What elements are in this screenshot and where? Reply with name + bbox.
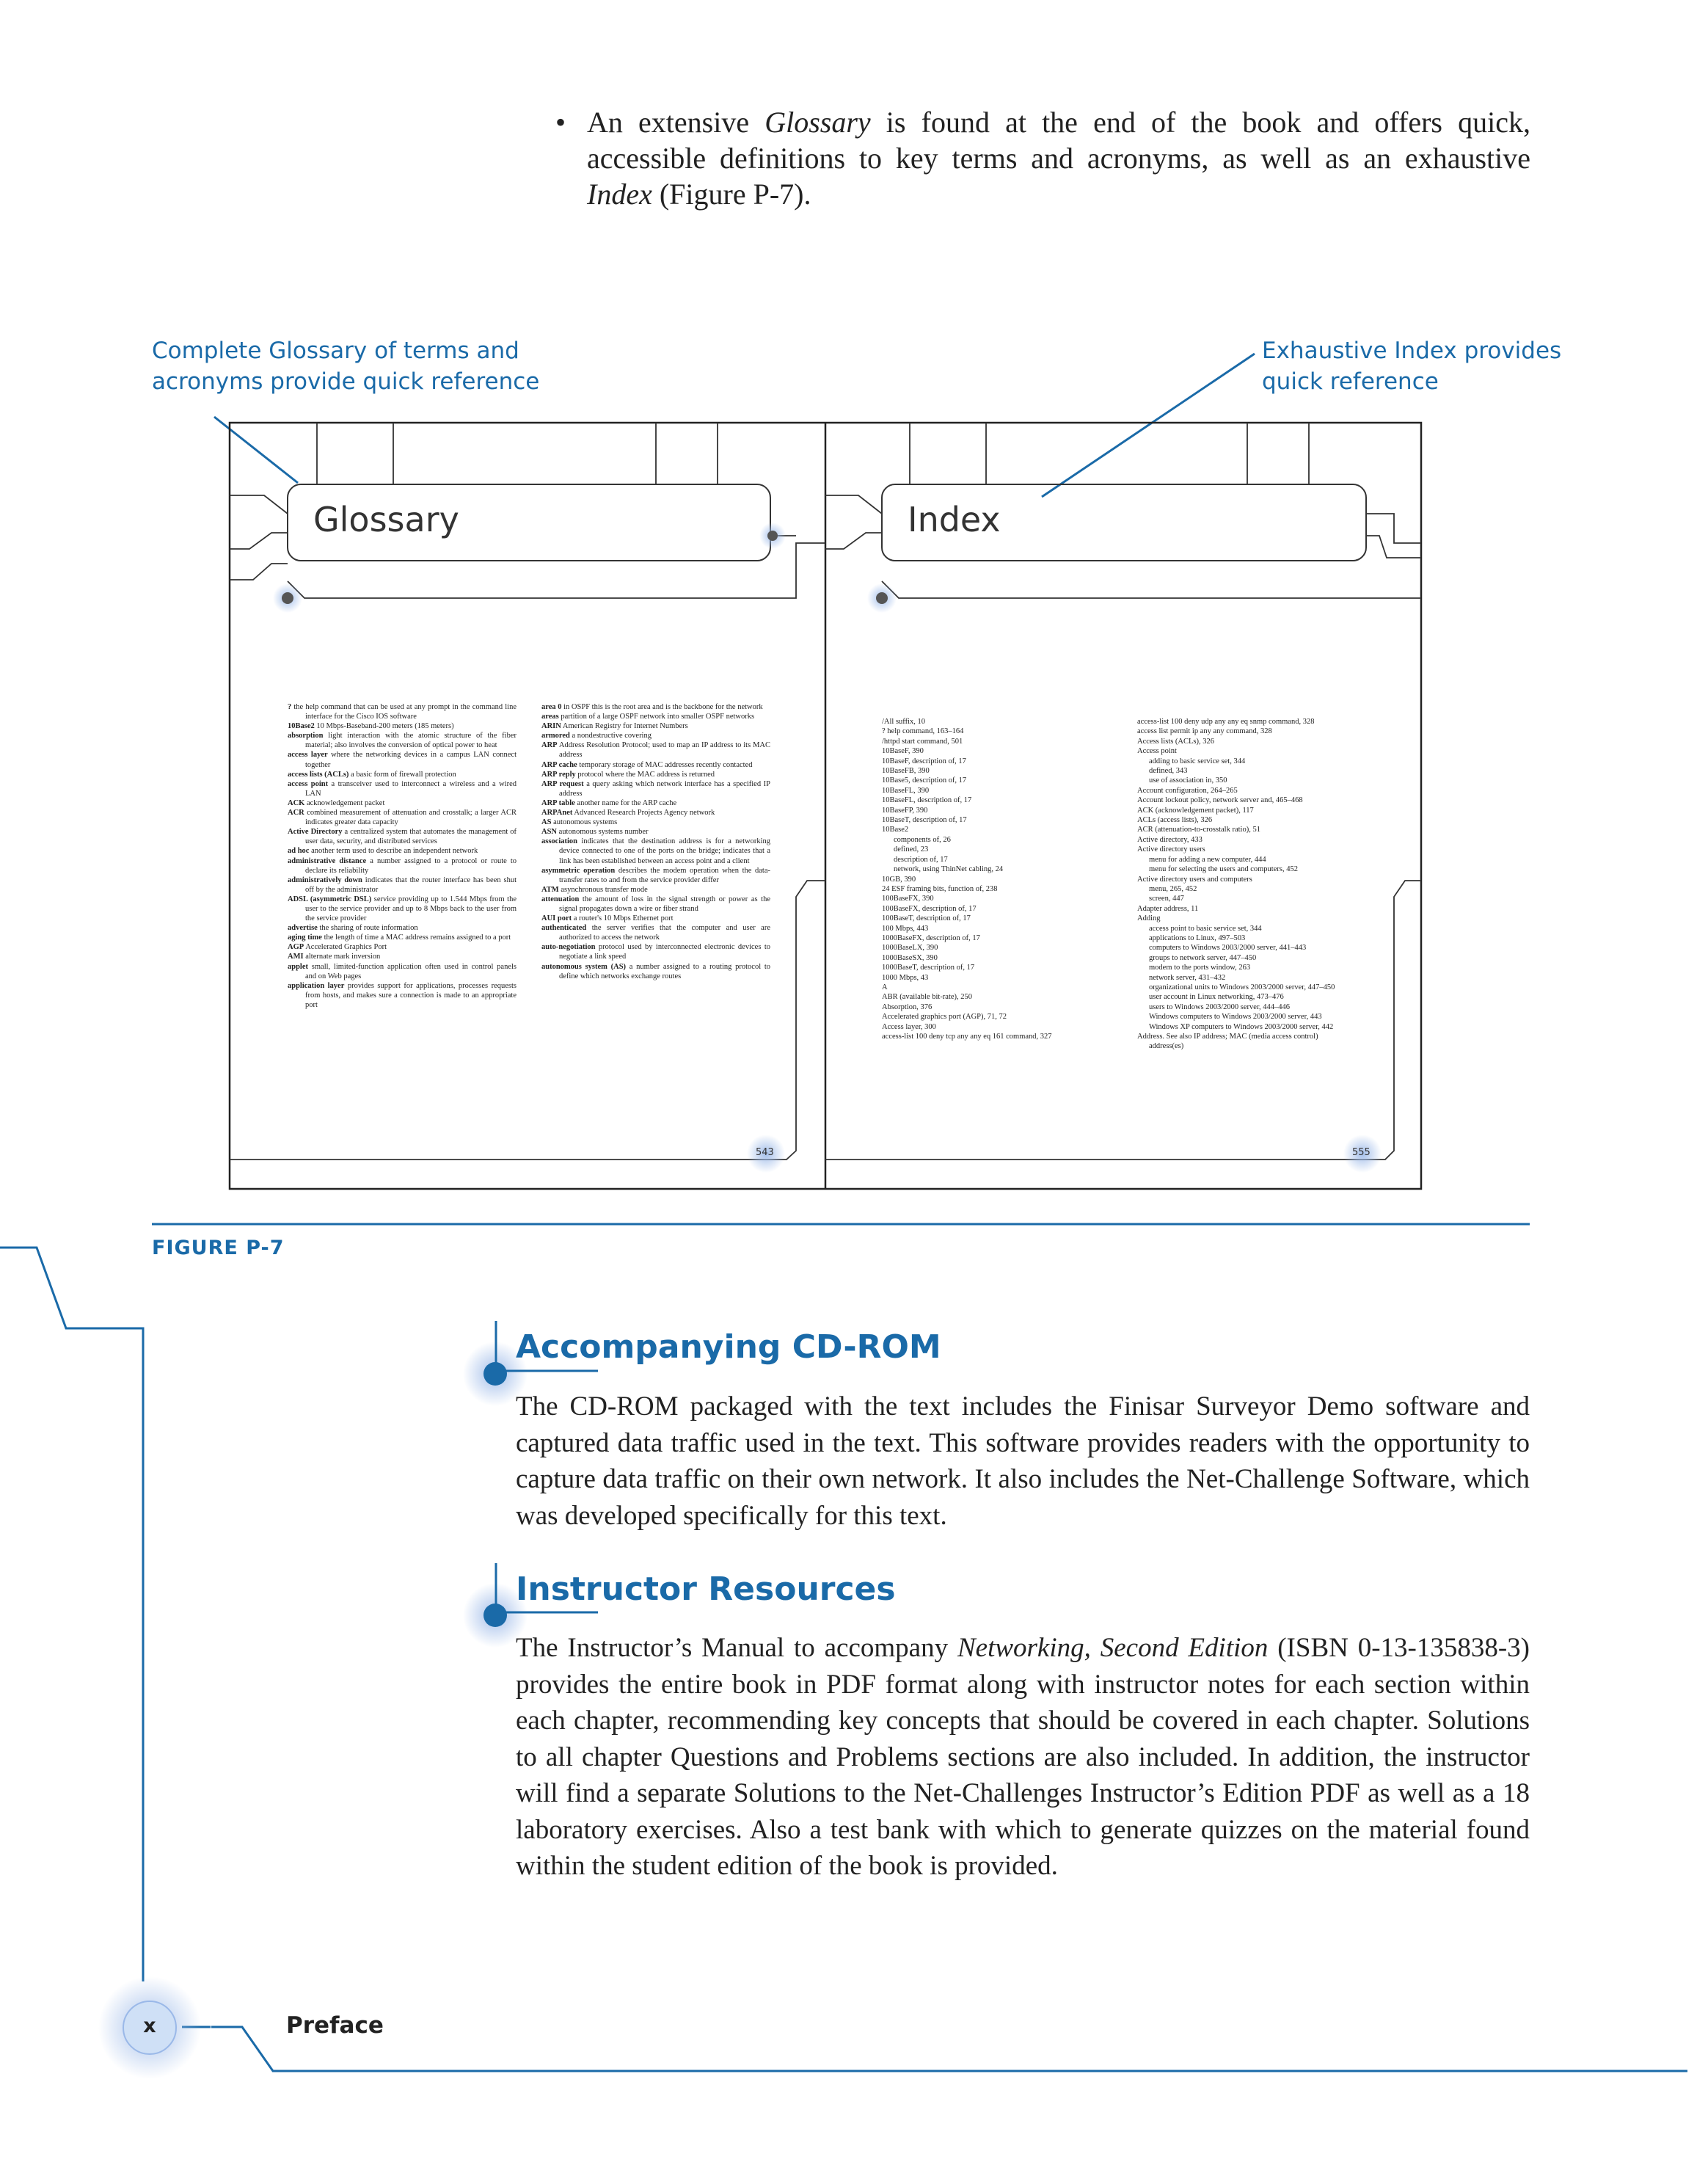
callout-left-line-1: Complete Glossary of terms and	[152, 338, 519, 364]
glossary-term: applet	[288, 962, 309, 971]
glossary-term: ASN	[541, 828, 558, 837]
glossary-definition: describes the modem operation when the data-transfer rates to and from the service provider differ	[559, 866, 770, 884]
index-entry: /httpd start command, 501	[882, 737, 963, 746]
index-entry: 1000BaseT, description of, 17	[882, 964, 975, 972]
glossary-definition: the server verifies that the computer and user are authorized to access the network	[559, 924, 770, 942]
section-body-instructor	[516, 1630, 1530, 1885]
glossary-term: ARP reply	[541, 770, 576, 779]
glossary-entry	[288, 895, 517, 923]
instructor-body-pre: The Instructor’s Manual to accompany	[516, 1633, 957, 1663]
glossary-entry	[541, 914, 770, 923]
glossary-page-title: Glossary	[313, 500, 459, 539]
index-entry: screen, 447	[1149, 895, 1184, 903]
index-entry: 1000 Mbps, 43	[882, 973, 929, 982]
glossary-definition: alternate mark inversion	[303, 953, 381, 961]
index-entry: Windows computers to Windows 2003/2000 server, 443	[1149, 1013, 1322, 1022]
index-entry: users to Windows 2003/2000 server, 444–446	[1149, 1002, 1291, 1011]
glossary-term: aging time	[288, 933, 322, 942]
glossary-definition: protocol where the MAC address is returned	[575, 770, 715, 779]
index-entry: Absorption, 376	[882, 1002, 933, 1011]
glossary-term: auto-negotiation	[541, 943, 596, 952]
glossary-term: absorption	[288, 732, 324, 740]
glossary-entry	[541, 962, 770, 981]
glossary-term: ARP	[541, 741, 558, 750]
glossary-entry	[541, 731, 770, 740]
glossary-term: AS	[541, 818, 552, 827]
glossary-definition: combined measurement of attenuation and crosstalk; a larger ACR indicates greater data capacity	[304, 809, 517, 827]
index-entry: 10BaseFL, description of, 17	[882, 796, 972, 805]
glossary-definition: American Registry for Internet Numbers	[561, 722, 688, 731]
index-entry: 1000BaseLX, 390	[882, 944, 938, 953]
glossary-term: ARP request	[541, 779, 584, 788]
glossary-entry	[288, 750, 517, 769]
index-entry: 10BaseFP, 390	[882, 806, 928, 815]
index-page-title: Index	[908, 500, 1001, 539]
glossary-definition: the help command that can be used at any prompt in the command line interface for the Cisco IOS software	[291, 703, 517, 721]
glossary-definition: small, limited-function application often used in control panels and on Web pages	[305, 962, 517, 980]
index-entry: description of, 17	[894, 855, 948, 864]
glossary-term: autonomous system (AS)	[541, 962, 627, 971]
index-entry: /All suffix, 10	[882, 718, 926, 726]
glossary-definition: indicates that the router interface has been shut off by the administrator	[305, 876, 517, 894]
glossary-entry	[541, 779, 770, 798]
glossary-definition: another name for the ARP cache	[574, 798, 677, 807]
glossary-definition: the amount of loss in the signal strength or power as the signal propagates down a wire or fiber strand	[559, 895, 770, 913]
right-node-dot	[876, 592, 888, 604]
glossary-term: administrative distance	[288, 856, 367, 865]
glossary-definition: where the networking devices in a campus LAN connect together	[305, 751, 517, 769]
index-entry: access-list 100 deny tcp any any eq 161 command, 327	[882, 1033, 1052, 1041]
glossary-definition: a number assigned to a protocol or route to declare its reliability	[305, 856, 517, 875]
glossary-term: ?	[288, 703, 292, 711]
index-entry: adding to basic service set, 344	[1149, 757, 1246, 765]
index-entry: 100BaseFX, description of, 17	[882, 904, 977, 913]
index-entry: Accelerated graphics port (AGP), 71, 72	[882, 1013, 1007, 1022]
bullet-text-post: (Figure P-7).	[652, 178, 811, 211]
glossary-term: ACR	[288, 809, 304, 818]
index-entry: access list permit ip any any command, 328	[1137, 727, 1272, 736]
glossary-definition: protocol used by interconnected electronic devices to negotiate a link speed	[559, 943, 770, 961]
glossary-term: 10Base2	[288, 722, 315, 731]
glossary-definition: temporary storage of MAC addresses recently contacted	[577, 760, 753, 769]
index-entry: defined, 23	[894, 845, 929, 854]
glossary-term: ACK	[288, 798, 305, 807]
index-entry: Windows XP computers to Windows 2003/2000 server, 442	[1149, 1022, 1334, 1031]
glossary-term: attenuation	[541, 895, 580, 903]
glossary-definition: 10 Mbps-Baseband-200 meters (185 meters)	[314, 722, 454, 731]
glossary-definition: provides support for applications, processes requests from hosts, and makes sure a connection is made to an appropriate port	[305, 981, 517, 1009]
index-entry: Active directory users and computers	[1137, 875, 1252, 884]
index-entry: access-list 100 deny udp any any eq snmp command, 328	[1137, 718, 1315, 726]
index-entry: use of association in, 350	[1149, 776, 1227, 785]
glossary-definition: a nondestructive covering	[569, 732, 652, 740]
glossary-term: ARP cache	[541, 760, 577, 769]
index-entry: ACR (attenuation-to-crosstalk ratio), 51	[1137, 826, 1260, 834]
index-entry: computers to Windows 2003/2000 server, 441–443	[1149, 944, 1307, 953]
index-entry: Account lockout policy, network server and, 465–468	[1137, 796, 1303, 805]
glossary-term: asymmetric operation	[541, 866, 616, 875]
figure-label: FIGURE P-7	[152, 1237, 285, 1259]
glossary-entry	[288, 808, 517, 827]
glossary-term: access layer	[288, 751, 328, 760]
glossary-definition: the sharing of route information	[317, 924, 418, 933]
index-entry: organizational units to Windows 2003/2000 server, 447–450	[1149, 983, 1335, 991]
glossary-entry	[541, 740, 770, 760]
glossary-definition: another term used to describe an independent network	[309, 847, 478, 856]
glossary-definition: a transceiver used to interconnect a wireless and a wired LAN	[305, 779, 517, 798]
glossary-entry	[541, 760, 770, 770]
glossary-entry	[541, 885, 770, 895]
index-entry: defined, 343	[1149, 767, 1188, 776]
index-entry: 100 Mbps, 443	[882, 924, 929, 933]
glossary-definition: a router's 10 Mbps Ethernet port	[572, 914, 674, 923]
left-right-node-dot	[767, 531, 778, 541]
glossary-entry	[541, 721, 770, 731]
index-entry: address(es)	[1149, 1042, 1184, 1051]
instructor-body-title: Networking, Second Edition	[957, 1633, 1269, 1663]
glossary-definition: autonomous systems	[551, 818, 618, 827]
glossary-entry	[541, 837, 770, 865]
glossary-definition: a query asking which network interface has a specified IP address	[559, 779, 770, 798]
glossary-term: area 0	[541, 703, 562, 711]
glossary-term: AGP	[288, 943, 304, 952]
index-entry: Active directory, 433	[1137, 835, 1202, 844]
glossary-term: AMI	[288, 953, 304, 961]
glossary-term: access point	[288, 779, 329, 788]
margin-line	[0, 1248, 143, 1981]
glossary-definition: partition of a large OSPF network into smaller OSPF networks	[558, 713, 755, 721]
glossary-term: access lists (ACLs)	[288, 770, 349, 779]
glossary-definition: indicates that the destination address is for a networking device connected to one of the ports on the bridge; indicates that a link has been established between an access point and a client	[559, 837, 770, 865]
glossary-definition: a centralized system that automates the management of user data, security, and distributed services	[305, 828, 517, 846]
glossary-entry	[541, 770, 770, 779]
index-entry: components of, 26	[894, 835, 951, 844]
bullet-text-mid: is found at the end of the book and offers quick, accessible definitions to key terms and acronyms, as well as an exhaustive	[587, 106, 1530, 175]
glossary-definition: autonomous systems number	[557, 828, 649, 837]
glossary-term: Glossary	[764, 106, 871, 139]
glossary-term: application layer	[288, 981, 345, 990]
glossary-column-2	[541, 702, 770, 981]
index-entry: 10Base2	[882, 826, 909, 834]
index-entry: modem to the ports window, 263	[1149, 964, 1251, 972]
index-entry: 24 ESF framing bits, function of, 238	[882, 884, 998, 893]
callout-right-line-1: Exhaustive Index provides	[1262, 338, 1562, 364]
index-entry: 10BaseFL, 390	[882, 786, 930, 795]
index-entry: 10BaseF, 390	[882, 747, 924, 756]
glossary-entry	[288, 952, 517, 961]
glossary-entry	[541, 942, 770, 961]
bullet-marker: •	[555, 106, 566, 139]
glossary-entry	[541, 702, 770, 712]
section-body-cdrom: The CD-ROM packaged with the text includes the Finisar Surveyor Demo software and captured data traffic used in the text. This software provides readers with the opportunity to capture data traffic on their own network. It also includes the Net-Challenge Software, which was developed specifically for this text.	[516, 1391, 1530, 1531]
index-entry: 10BaseF, description of, 17	[882, 757, 966, 765]
glossary-entry	[288, 856, 517, 876]
glossary-term: ARP table	[541, 798, 575, 807]
glossary-term: ARPAnet	[541, 809, 573, 818]
index-entry: ACLs (access lists), 326	[1137, 816, 1213, 825]
index-entry: access point to basic service set, 344	[1149, 924, 1262, 933]
index-entry: 10GB, 390	[882, 875, 916, 884]
glossary-definition: service providing up to 1.544 Mbps from the user to the service provider and up to 8 Mbps back to the user from the service provider	[305, 895, 517, 923]
glossary-term: ATM	[541, 885, 559, 894]
glossary-definition: Address Resolution Protocol; used to map an IP address to its MAC address	[557, 741, 770, 760]
glossary-definition: acknowledgement packet	[304, 798, 385, 807]
glossary-term: association	[541, 837, 578, 846]
glossary-page-number: 543	[756, 1147, 774, 1158]
index-entry: menu for adding a new computer, 444	[1149, 855, 1266, 864]
glossary-term: ARIN	[541, 722, 561, 731]
index-entry: ACK (acknowledgement packet), 117	[1137, 806, 1254, 815]
index-entry: ABR (available bit-rate), 250	[882, 993, 973, 1002]
index-entry: 10Base5, description of, 17	[882, 776, 967, 785]
glossary-definition: light interaction with the atomic structure of the fiber material; also involves the conversion of optical power to heat	[305, 732, 517, 750]
glossary-term: advertise	[288, 924, 318, 933]
glossary-entry	[288, 942, 517, 952]
index-entry: menu, 265, 452	[1149, 884, 1197, 893]
glossary-entry	[541, 923, 770, 942]
index-entry: A	[882, 983, 888, 991]
glossary-entry	[288, 702, 517, 721]
glossary-entry	[541, 818, 770, 827]
index-entry: network server, 431–432	[1149, 973, 1226, 982]
instructor-body-post: (ISBN 0-13-135838-3) provides the entire book in PDF format along with instructor notes for each section within each chapter, recommending key concepts that should be covered in each chapter. Solutions to all chapter Questions and Problems sections are also included. In addition, the instructor will find a separate Solutions to the Net-Challenges Instructor’s Edition PDF as well as a 18 laboratory exercises. Also a test bank with which to generate quizzes on the material found within the student edition of the book is provided.	[516, 1633, 1530, 1881]
section-heading-cdrom: Accompanying CD-ROM	[516, 1328, 941, 1366]
glossary-entry	[541, 895, 770, 914]
glossary-entry	[288, 933, 517, 942]
callout-right-line-2: quick reference	[1262, 368, 1439, 395]
index-entry: user account in Linux networking, 473–476	[1149, 993, 1284, 1002]
glossary-entry	[541, 808, 770, 818]
index-column-1	[882, 717, 1124, 1041]
glossary-definition: a basic form of firewall protection	[348, 770, 456, 779]
index-entry: groups to network server, 447–450	[1149, 953, 1257, 962]
footer-line	[211, 2027, 1687, 2071]
index-entry: 100BaseFX, 390	[882, 895, 934, 903]
page-number: x	[143, 2014, 156, 2037]
glossary-definition: in OSPF this is the root area and is the backbone for the network	[561, 703, 763, 711]
glossary-term: Active Directory	[288, 828, 343, 837]
glossary-term: ad hoc	[288, 847, 310, 856]
running-footer: Preface	[286, 2012, 384, 2039]
glossary-definition: Advanced Research Projects Agency network	[572, 809, 715, 818]
index-entry: 1000BaseFX, description of, 17	[882, 933, 980, 942]
glossary-entry	[288, 981, 517, 1010]
glossary-definition: asynchronous transfer mode	[558, 885, 648, 894]
glossary-definition: the length of time a MAC address remains assigned to a port	[321, 933, 511, 942]
index-entry: 10BaseT, description of, 17	[882, 816, 967, 825]
glossary-definition: a number assigned to a routing protocol to define which networks exchange routes	[559, 962, 770, 980]
index-entry: applications to Linux, 497–503	[1149, 933, 1246, 942]
index-page-number: 555	[1352, 1147, 1371, 1158]
index-entry: Adapter address, 11	[1137, 904, 1199, 913]
index-entry: menu for selecting the users and computers, 452	[1149, 865, 1298, 874]
index-entry: 100BaseT, description of, 17	[882, 914, 971, 923]
index-entry: network, using ThinNet cabling, 24	[894, 865, 1004, 874]
bullet-text-pre: An extensive	[587, 106, 765, 139]
glossary-term: ADSL (asymmetric DSL)	[288, 895, 372, 903]
left-node-dot	[282, 592, 293, 604]
glossary-definition: Accelerated Graphics Port	[304, 943, 387, 952]
index-entry: Access layer, 300	[882, 1022, 936, 1031]
index-entry: 1000BaseSX, 390	[882, 953, 938, 962]
callout-left-line-2: acronyms provide quick reference	[152, 368, 540, 395]
index-entry: Address. See also IP address; MAC (media access control)	[1137, 1033, 1318, 1041]
glossary-entry	[288, 731, 517, 750]
glossary-entry	[288, 846, 517, 856]
index-entry: Active directory users	[1137, 845, 1205, 854]
glossary-entry	[288, 827, 517, 846]
glossary-entry	[288, 876, 517, 895]
index-column-2	[1137, 717, 1387, 1052]
callout-right-leader	[1042, 354, 1255, 497]
glossary-entry	[288, 798, 517, 808]
glossary-entry	[288, 962, 517, 981]
glossary-entry	[541, 827, 770, 837]
glossary-term: authenticated	[541, 924, 587, 933]
index-entry: Account configuration, 264–265	[1137, 786, 1238, 795]
glossary-entry	[541, 866, 770, 885]
glossary-entry	[288, 923, 517, 933]
glossary-term: administratively down	[288, 876, 362, 884]
glossary-term: areas	[541, 713, 559, 721]
glossary-term: armored	[541, 732, 570, 740]
glossary-entry	[288, 770, 517, 779]
glossary-column-1	[288, 702, 517, 1010]
glossary-entry	[288, 721, 517, 731]
index-entry: ? help command, 163–164	[882, 727, 964, 736]
glossary-entry	[288, 779, 517, 798]
index-entry: Adding	[1137, 914, 1161, 923]
index-entry: Access point	[1137, 747, 1177, 756]
glossary-entry	[541, 798, 770, 808]
glossary-term: AUI port	[541, 914, 572, 923]
index-term: Index	[587, 178, 652, 211]
section-heading-instructor: Instructor Resources	[516, 1570, 896, 1608]
index-entry: Access lists (ACLs), 326	[1137, 737, 1214, 746]
glossary-entry	[541, 712, 770, 721]
callout-left-leader	[214, 417, 298, 483]
index-entry: 10BaseFB, 390	[882, 767, 930, 776]
